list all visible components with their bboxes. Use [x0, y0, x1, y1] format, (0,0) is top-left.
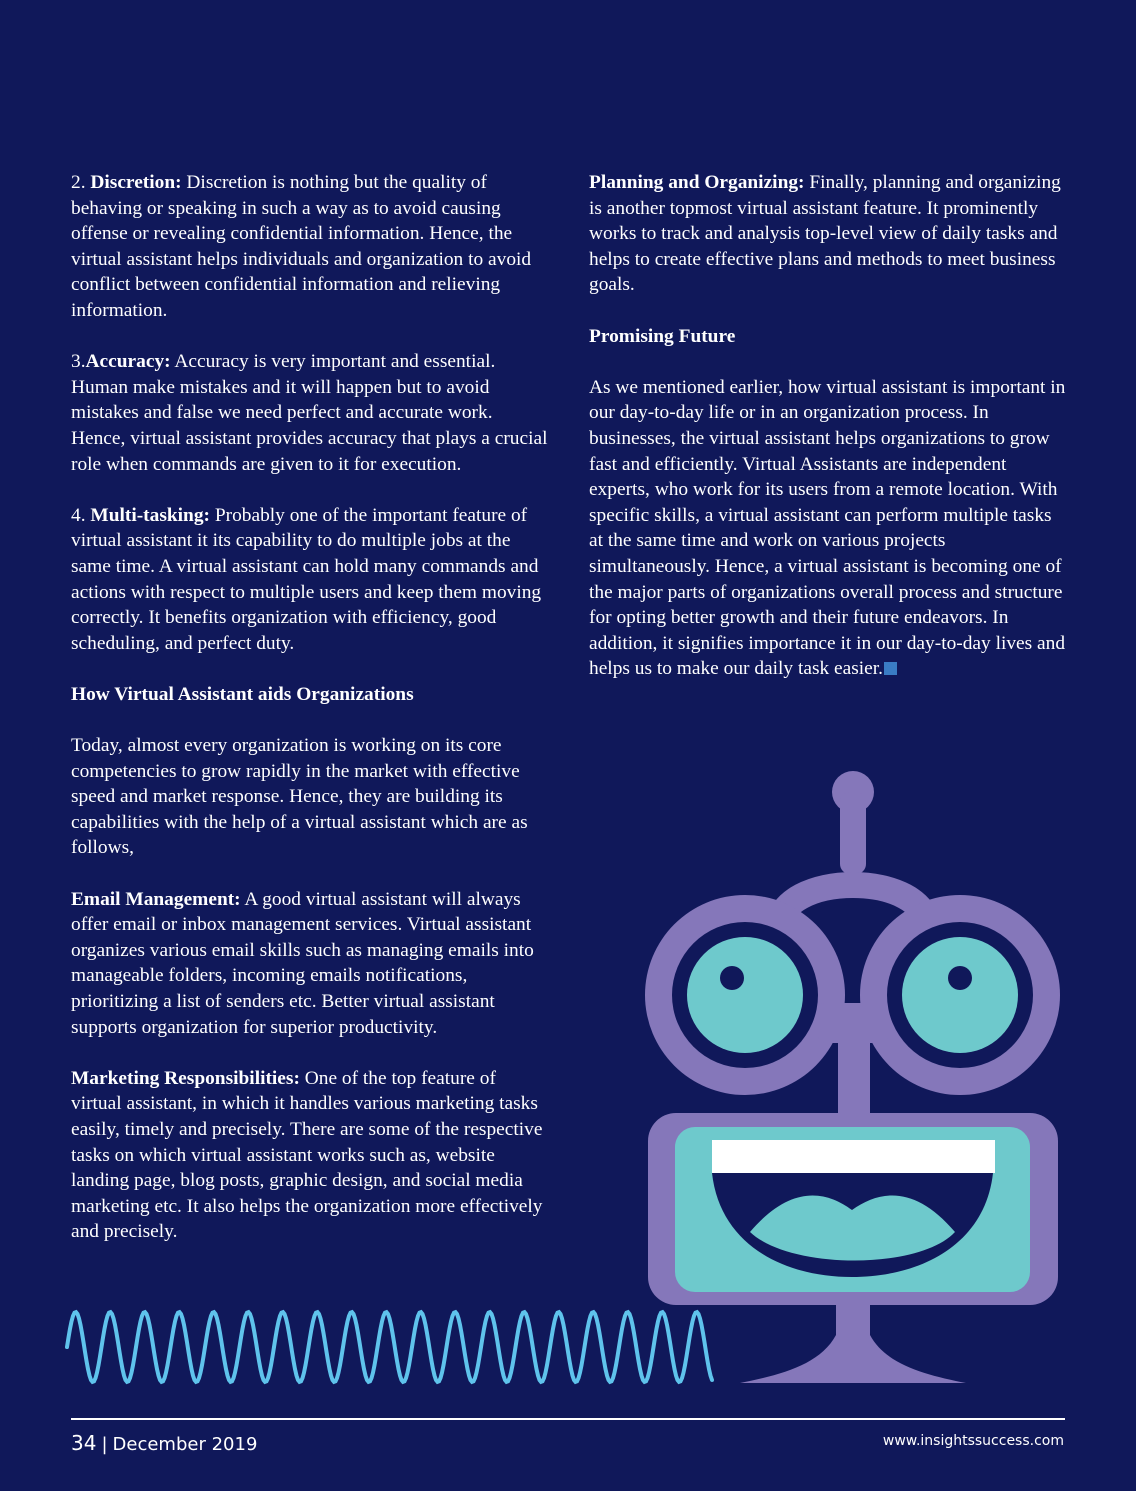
planning-text: Finally, planning and organizing is another topmost virtual assistant feature. It prominently works to track and analysis top-level view of daily tasks and helps to create effective plans and methods to meet business goals.	[589, 172, 1061, 296]
robot-nose	[818, 1003, 888, 1043]
email-text: A good virtual assistant will always offer email or inbox management services. Virtual assistant organizes various email skills such as managing emails into manageable folders, incoming emails notifications, prioritizing a list of senders etc. Better virtual assistant supports organization for superior productivity.	[71, 888, 534, 1038]
planning-heading: Planning and Organizing:	[589, 172, 805, 193]
promising-future-heading: Promising Future	[589, 325, 736, 347]
right-column	[589, 170, 1067, 707]
discretion-number: 2.	[71, 172, 91, 193]
conclusion-paragraph	[589, 375, 1067, 682]
footer-separator: |	[101, 1434, 108, 1455]
multitasking-text: Probably one of the important feature of virtual assistant it its capability to do multiple jobs at the same time. A virtual assistant can hold many commands and actions with respect to multiple users and keep them moving correctly. It benefits organization with efficiency, good scheduling, and perfect duty.	[71, 504, 542, 654]
multitasking-paragraph	[71, 503, 551, 657]
left-column	[71, 170, 551, 1271]
conclusion-text: As we mentioned earlier, how virtual assistant is important in our day-to-day life or in an organization process. In businesses, the virtual assistant helps organizations to grow fast and efficiently. Virtual Assistants are independent experts, who work for its users from a remote location. With specific skills, a virtual assistant can perform multiple tasks at the same time and work on various projects simultaneously. Hence, a virtual assistant is becoming one of the major parts of organizations overall process and structure for opting better growth and their future endeavors. In addition, it signifies importance it in our day-to-day lives and helps us to make our daily task easier.	[589, 376, 1066, 680]
website-link[interactable]: www.insightssuccess.com	[882, 1433, 1064, 1449]
discretion-text: Discretion is nothing but the quality of behaving or speaking in such a way as to avoid causing offense or revealing confidential information. Hence, the virtual assistant helps individuals and organization to avoid conflict between confidential information and relieving information.	[71, 172, 532, 321]
robot-right-eye	[860, 895, 1060, 1095]
robot-left-eye	[645, 895, 845, 1095]
robot-stand	[740, 1303, 966, 1383]
end-mark-icon	[884, 662, 897, 675]
planning-paragraph	[589, 170, 1067, 298]
accuracy-heading: Accuracy:	[85, 351, 171, 373]
discretion-heading: Discretion:	[90, 172, 182, 193]
page-number: 34	[71, 1431, 97, 1455]
discretion-paragraph	[71, 170, 551, 324]
accuracy-paragraph	[71, 349, 551, 477]
multitasking-heading: Multi-tasking:	[90, 504, 210, 526]
accuracy-text: Accuracy is very important and essential. Human make mistakes and it will happen but to avoid mistakes and false we need perfect and accurate work. Hence, virtual assistant provides accuracy that plays a crucial role when commands are given to it for execution.	[71, 351, 548, 475]
robot-illustration-icon	[640, 765, 1070, 1395]
issue-date: December 2019	[112, 1434, 258, 1455]
footer-divider	[71, 1418, 1065, 1420]
marketing-heading: Marketing Responsibilities:	[71, 1067, 300, 1089]
accuracy-number: 3.	[71, 351, 86, 373]
intro-paragraph: Today, almost every organization is working on its core competencies to grow rapidly in the market with effective speed and market response. Hence, they are building its capabilities with the help of a virtual assistant which are as follows,	[71, 735, 528, 859]
footer-page-info	[71, 1431, 257, 1455]
aids-organizations-heading: How Virtual Assistant aids Organizations	[71, 683, 414, 705]
marketing-text: One of the top feature of virtual assistant, in which it handles various marketing tasks easily, timely and precisely. There are some of the respective tasks on which virtual assistant works such as, website landing page, blog posts, graphic design, and social media marketing etc. It also helps the organization more effectively and precisely.	[71, 1067, 543, 1243]
multitasking-number: 4.	[71, 504, 91, 526]
robot-neck	[838, 1043, 870, 1123]
wave-decoration-icon	[62, 1300, 717, 1395]
robot-antenna	[832, 771, 874, 874]
email-paragraph	[71, 887, 551, 1041]
marketing-paragraph	[71, 1066, 551, 1245]
robot-teeth	[712, 1140, 995, 1173]
email-heading: Email Management:	[71, 888, 241, 910]
